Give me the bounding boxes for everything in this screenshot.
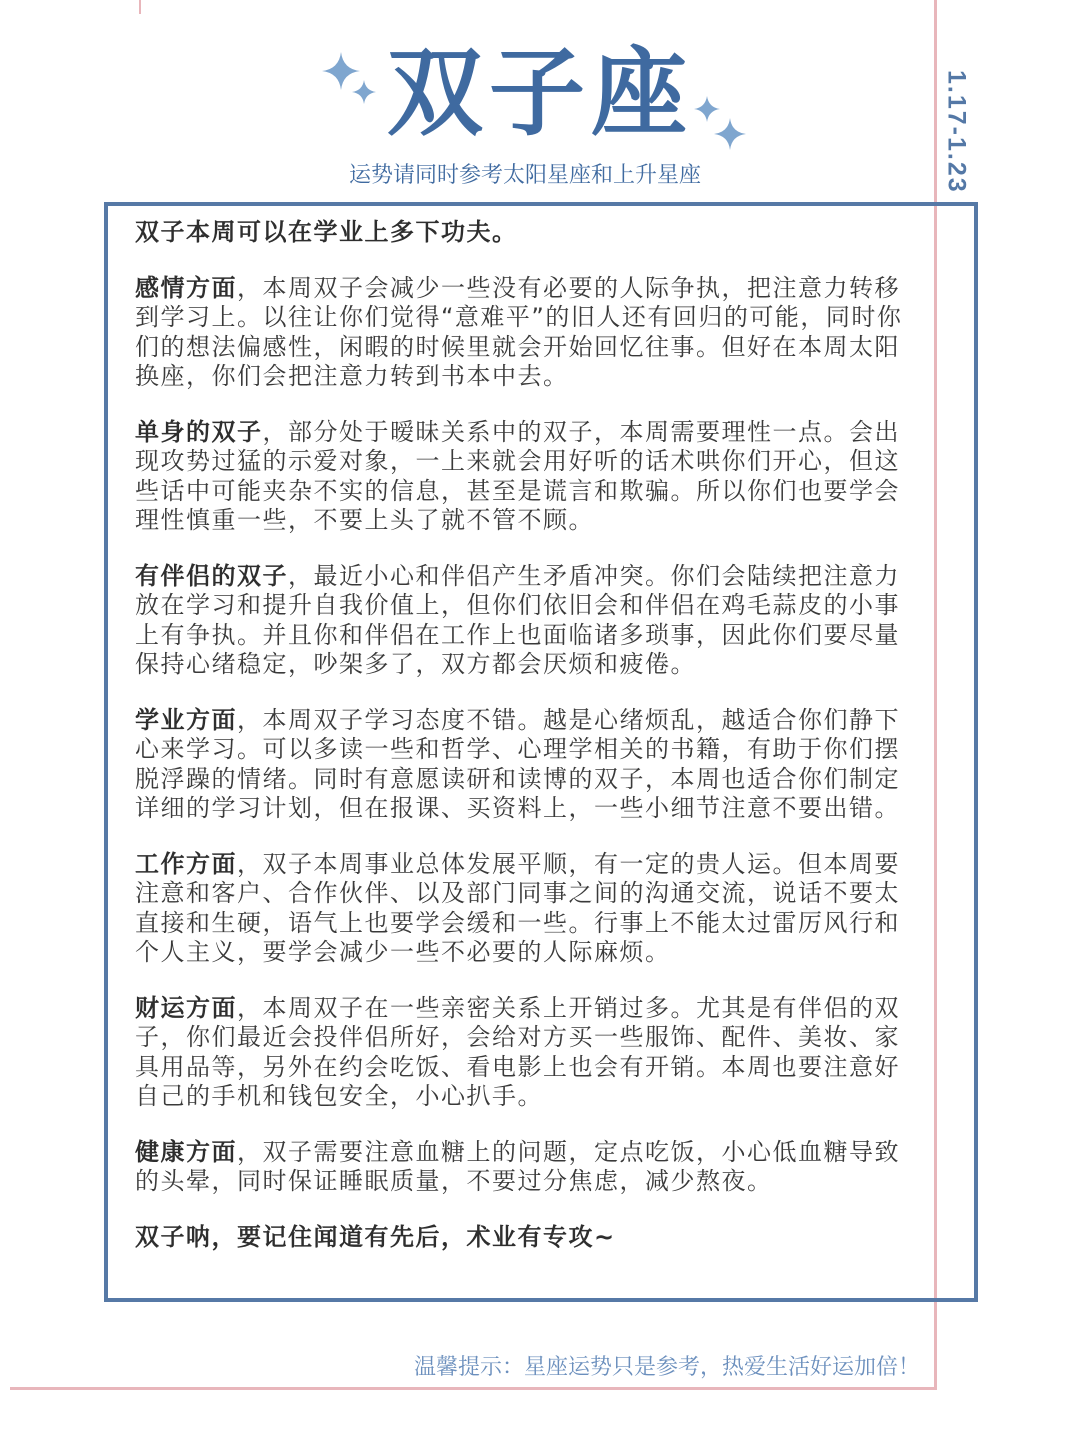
section-label: 财运方面 [135,993,237,1022]
section-text: ，本周双子学习态度不错。越是心绪烦乱，越适合你们静下心来学习。可以多读一些和哲学、心理学相关的书籍，有助于你们摆脱浮躁的情绪。同时有意愿读研和读博的双子，本周也适合你们制定详细的学习计划，但在报课、买资料上，一些小细节注意不要出错。 [135,705,900,822]
section-text: ，部分处于暧昧关系中的双子，本周需要理性一点。会出现攻势过猛的示爱对象，一上来就会用好听的话术哄你们开心，但这些话中可能夹杂不实的信息，甚至是谎言和欺骗。所以你们也要学会理性慎重一些，不要上头了就不管不顾。 [135,417,900,534]
section-text: ，本周双子会减少一些没有必要的人际争执，把注意力转移到学习上。以往让你们觉得“意难平”的旧人还有回归的可能，同时你们的想法偏感性，闲暇的时候里就会开始回忆往事。但好在本周太阳换座，你们会把注意力转到书本中去。 [135,273,903,390]
section-label: 感情方面 [135,273,237,302]
date-range: 1.17-1.23 [942,70,971,194]
section-text: ，最近小心和伴侣产生矛盾冲突。你们会陆续把注意力放在学习和提升自我价值上，但你们依旧会和伴侣在鸡毛蒜皮的小事上有争执。并且你和伴侣在工作上也面临诸多琐事，因此你们要尽量保持心绪稳定，吵架多了，双方都会厌烦和疲倦。 [135,561,900,678]
section-love [135,274,915,392]
section-work [135,850,915,968]
section-study [135,706,915,824]
section-label: 有伴侣的双子 [135,561,288,590]
section-label: 工作方面 [135,849,237,878]
section-text: ，双子需要注意血糖上的问题，定点吃饭，小心低血糖导致的头晕，同时保证睡眠质量，不要过分焦虑，减少熬夜。 [135,1137,900,1195]
closing-text: 双子呐，要记住闻道有先后，术业有专攻~ [135,1222,616,1251]
pink-guide-tick [139,0,141,14]
section-label: 健康方面 [135,1137,237,1166]
intro-text: 双子本周可以在学业上多下功夫。 [135,218,518,246]
pink-horizontal-line [10,1387,937,1390]
section-health [135,1138,915,1197]
page-title: 双子座 [387,37,693,149]
section-couple [135,562,915,680]
section-label: 单身的双子 [135,417,263,446]
horoscope-content [135,218,915,1278]
footer-tip: 温馨提示：星座运势只是参考，热爱生活好运加倍！ [413,1355,920,1380]
sparkle-icon-large-right [714,118,746,150]
section-text: ，本周双子在一些亲密关系上开销过多。尤其是有伴侣的双子，你们最近会投伴侣所好，会给对方买一些服饰、配件、美妆、家具用品等，另外在约会吃饭、看电影上也会有开销。本周也要注意好自己的手机和钱包安全，小心扒手。 [135,993,900,1110]
section-single [135,418,915,536]
section-label: 学业方面 [135,705,237,734]
section-wealth [135,994,915,1112]
sparkle-icon-small-left [352,80,376,104]
section-text: ，双子本周事业总体发展平顺，有一定的贵人运。但本周要注意和客户、合作伙伴、以及部门同事之间的沟通交流，说话不要太直接和生硬，语气上也要学会缓和一些。行事上不能太过雷厉风行和个人主义，要学会减少一些不必要的人际麻烦。 [135,849,900,966]
page-subtitle: 运势请同时参考太阳星座和上升星座 [348,163,701,188]
